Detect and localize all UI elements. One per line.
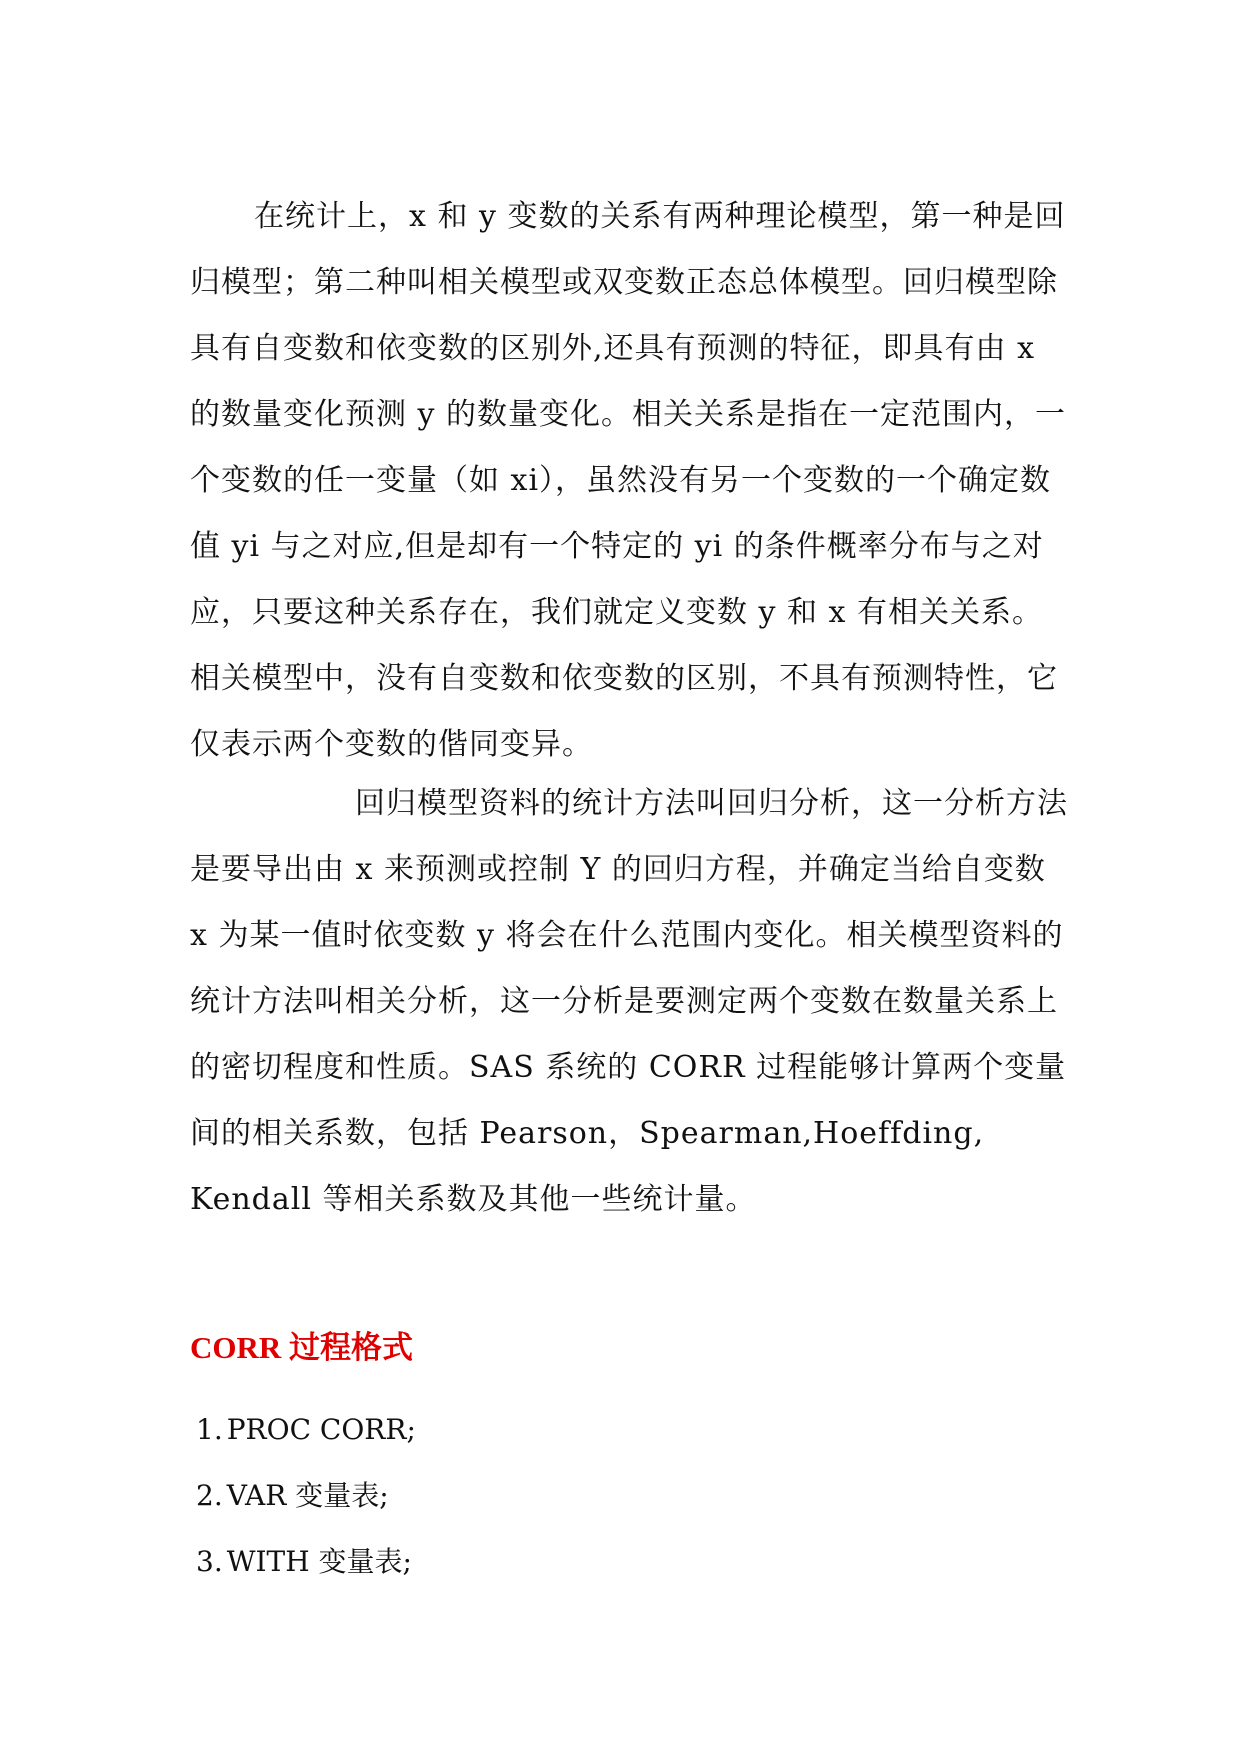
list-item	[196, 1529, 416, 1595]
list-item-number: 3.	[196, 1545, 223, 1578]
list-item-text: VAR 变量表;	[226, 1479, 389, 1512]
list-item-number: 2.	[196, 1479, 223, 1512]
list-item-text: PROC CORR;	[226, 1413, 416, 1446]
list-item	[196, 1463, 416, 1529]
paragraph-1: 在统计上，x 和 y 变数的关系有两种理论模型，第一种是回归模型；第二种叫相关模型或双变数正态总体模型。回归模型除具有自变数和依变数的区别外,还具有预测的特征，即具有由 x 的数量变化预测 y 的数量变化。相关关系是指在一定范围内，一个变数的任一变量（如 xi），虽然没有另一个变数的一个确定数值 yi 与之对应,但是却有一个特定的 yi 的条件概率分布与之对应，只要这种关系存在，我们就定义变数 y 和 x 有相关关系。相关模型中，没有自变数和依变数的区别，不具有预测特性，它仅表示两个变数的偕同变异。	[190, 199, 1067, 762]
syntax-list	[196, 1397, 416, 1595]
paragraph-2: 回归模型资料的统计方法叫回归分析，这一分析方法是要导出由 x 来预测或控制 Y 的回归方程，并确定当给自变数 x 为某一值时依变数 y 将会在什么范围内变化。相关模型资料的统计方法叫相关分析，这一分析是要测定两个变数在数量关系上的密切程度和性质。SAS 系统的 CORR 过程能够计算两个变量间的相关系数，包括 Pearson，Spearman,Hoeffding, Kendall 等相关系数及其他一些统计量。	[190, 786, 1068, 1217]
list-item	[196, 1397, 416, 1463]
list-item-number: 1.	[196, 1413, 223, 1446]
list-item-text: WITH 变量表;	[226, 1545, 412, 1578]
section-heading: CORR 过程格式	[190, 1330, 414, 1365]
